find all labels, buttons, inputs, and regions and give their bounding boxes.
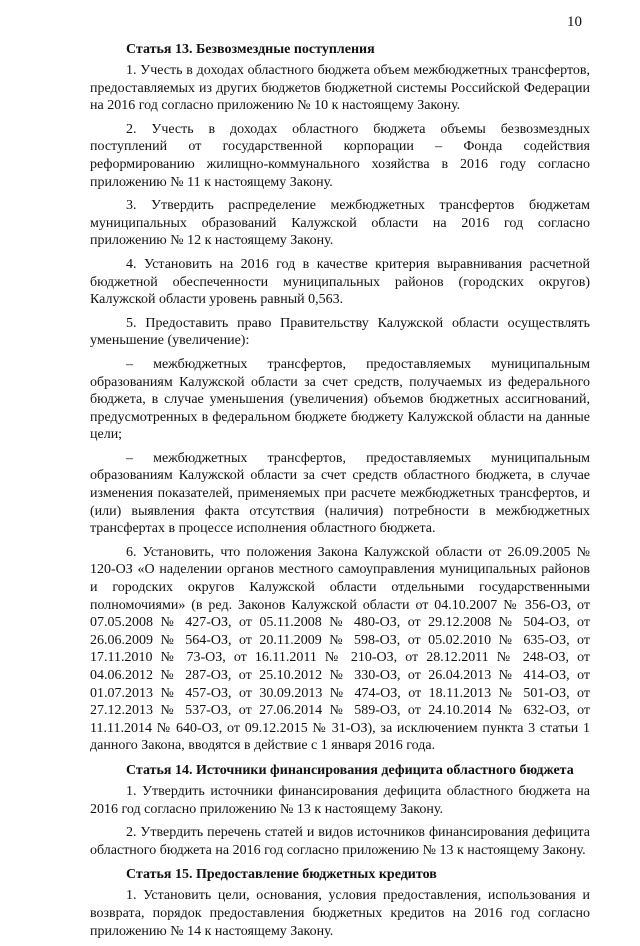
paragraph: 2. Учесть в доходах областного бюджета объемы безвозмездных поступлений от государственной корпорации – Фонда содействия реформированию жилищно-коммунального хозяйства в 2016 году согласно приложению № 11 к настоящему Закону.	[90, 121, 590, 190]
article-15-heading: Статья 15. Предоставление бюджетных кредитов	[126, 867, 437, 883]
paragraph: 5. Предоставить право Правительству Калужской области осуществлять уменьшение (увеличение):	[90, 315, 590, 349]
paragraph: 3. Утвердить распределение межбюджетных трансфертов бюджетам муниципальных образований Калужской области на 2016 год согласно приложению № 12 к настоящему Закону.	[90, 198, 590, 249]
list-item: – межбюджетных трансфертов, предоставляемых муниципальным образованиям Калужской области за счет средств, получаемых из федерального бюджета, в случае уменьшения (увеличения) объемов бюджетных ассигнований, предусмотренных в федеральном бюджете бюджету Калужской области на данные цели;	[90, 356, 590, 443]
article-13	[90, 40, 590, 755]
paragraph: 1. Установить цели, основания, условия предоставления, использования и возврата, порядок предоставления бюджетных кредитов на 2016 год согласно приложению № 14 к настоящему Закону.	[90, 888, 590, 939]
paragraph: 4. Установить на 2016 год в качестве критерия выравнивания расчетной бюджетной обеспеченности муниципальных районов (городских округов) Калужской области уровень равный 0,563.	[90, 256, 590, 308]
list-item: – межбюджетных трансфертов, предоставляемых муниципальным образованиям Калужской области за счет средств областного бюджета, в случае изменения показателей, применяемых при расчете межбюджетных трансфертов, и (или) выявления факта отсутствия (наличия) потребности в межбюджетных трансфертах в процессе исполнения областного бюджета.	[90, 450, 590, 537]
paragraph: 1. Учесть в доходах областного бюджета объем межбюджетных трансфертов, предоставляемых из других бюджетов бюджетной системы Российской Федерации на 2016 год согласно приложению № 10 к настоящему Закону.	[90, 63, 590, 114]
paragraph: 2. Утвердить перечень статей и видов источников финансирования дефицита областного бюджета на 2016 год согласно приложению № 13 к настоящему Закону.	[90, 825, 590, 858]
paragraph: 6. Установить, что положения Закона Калужской области от 26.09.2005 № 120-ОЗ «О наделении органов местного самоуправления муниципальных районов и городских округов Калужской области отдельными государственными полномочиями» (в ред. Законов Калужской области от 04.10.2007 № 356-ОЗ, от 07.05.2008 № 427-ОЗ, от 05.11.2008 № 480-ОЗ, от 29.12.2008 № 504-ОЗ, от 26.06.2009 № 564-ОЗ, от 20.11.2009 № 598-ОЗ, от 05.02.2010 № 635-ОЗ, от 17.11.2010 № 73-ОЗ, от 16.11.2011 № 210-ОЗ, от 28.12.2011 № 248-ОЗ, от 04.06.2012 № 287-ОЗ, от 25.10.2012 № 330-ОЗ, от 26.04.2013 № 414-ОЗ, от 01.07.2013 № 457-ОЗ, от 30.09.2013 № 474-ОЗ, от 18.11.2013 № 501-ОЗ, от 27.12.2013 № 537-ОЗ, от 27.06.2014 № 589-ОЗ, от 24.10.2014 № 632-ОЗ, от 11.11.2014 № 640-ОЗ, от 09.12.2015 № 31-ОЗ), за исключением пункта 3 статьи 1 данного Закона, вводятся в действие с 1 января 2016 года.	[90, 544, 590, 754]
paragraph: 1. Утвердить источники финансирования дефицита областного бюджета на 2016 год согласно приложению № 13 к настоящему Закону.	[90, 783, 590, 817]
document-body	[90, 40, 590, 946]
page-number: 10	[567, 14, 582, 30]
article-15	[90, 865, 590, 940]
article-14	[90, 761, 590, 859]
article-14-heading: Статья 14. Источники финансирования дефицита областного бюджета	[126, 762, 574, 778]
article-13-heading: Статья 13. Безвозмездные поступления	[126, 42, 375, 57]
